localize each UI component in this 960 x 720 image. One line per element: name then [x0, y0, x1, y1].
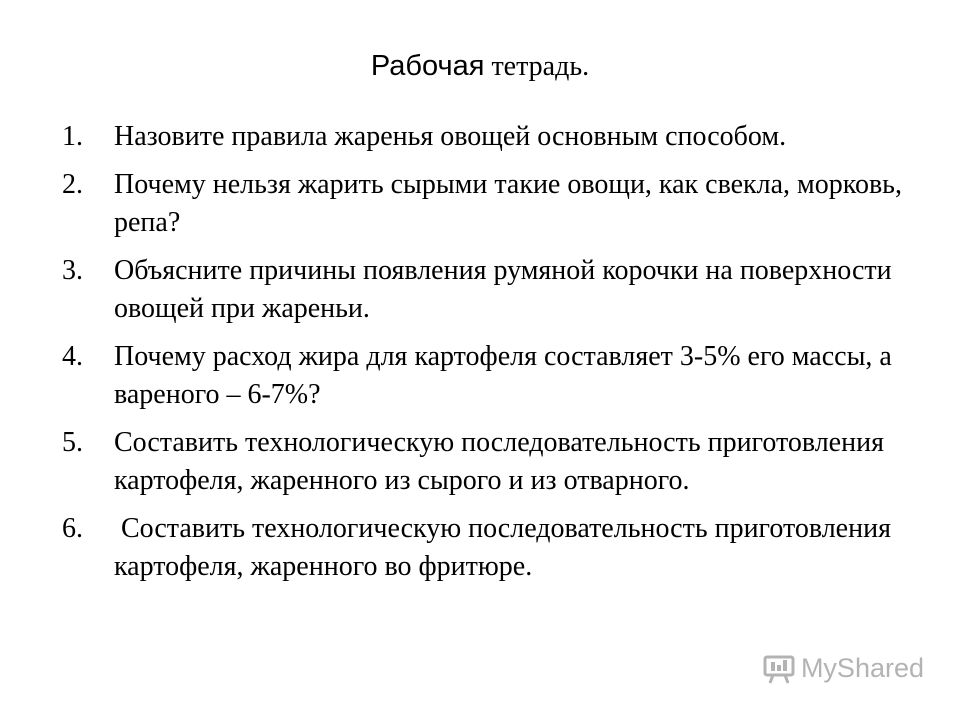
title-main: Рабочая	[370, 50, 485, 82]
item-text: Составить технологическую последовательность приготовления картофеля, жаренного во фритюре.	[114, 513, 898, 582]
list-item	[62, 166, 922, 242]
item-number: 5.	[62, 427, 83, 458]
question-list	[62, 118, 922, 596]
item-number: 4.	[62, 341, 83, 372]
watermark	[763, 653, 924, 684]
watermark-brand: MyShared	[800, 653, 924, 683]
list-item	[62, 118, 922, 156]
slide-title	[0, 50, 960, 83]
item-text: Почему расход жира для картофеля составляет 3-5% его массы, а вареного – 6-7%?	[114, 341, 892, 410]
list-item	[62, 424, 922, 500]
list-item	[62, 338, 922, 414]
list-item	[62, 510, 922, 586]
title-rest: тетрадь.	[484, 51, 590, 82]
item-text: Составить технологическую последовательность приготовления картофеля, жаренного из сырого и из отварного.	[114, 427, 884, 496]
item-number: 1.	[62, 121, 83, 152]
item-text: Почему нельзя жарить сырыми такие овощи, как свекла, морковь, репа?	[114, 169, 902, 238]
item-number: 3.	[62, 255, 83, 286]
item-number: 6.	[62, 513, 83, 544]
presentation-board-icon	[763, 654, 795, 684]
item-text: Назовите правила жаренья овощей основным способом.	[114, 121, 787, 152]
item-number: 2.	[62, 169, 83, 200]
item-text: Объясните причины появления румяной корочки на поверхности овощей при жареньи.	[114, 255, 892, 324]
list-item	[62, 252, 922, 328]
